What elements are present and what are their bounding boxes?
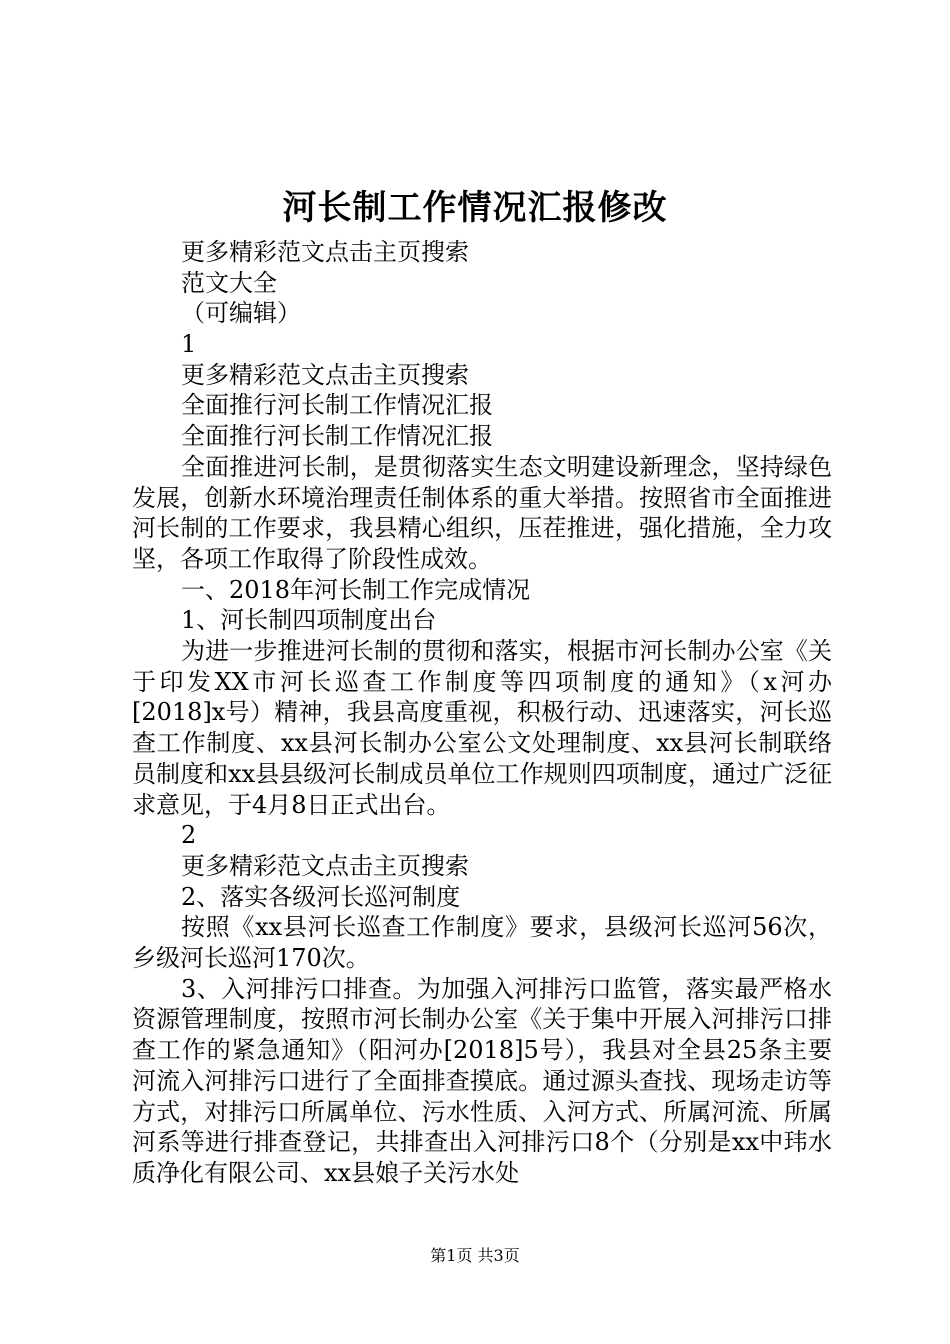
text-line: 更多精彩范文点击主页搜索 <box>181 238 469 266</box>
paragraph: 全面推进河长制，是贯彻落实生态文明建设新理念，坚持绿色发展，创新水环境治理责任制体系的重大举措。按照省市全面推进河长制的工作要求，我县精心组织，压茬推进，强化措施，全力攻坚，各项工作取得了阶段性成效。 <box>132 452 832 573</box>
document-title: 河长制工作情况汇报修改 <box>282 188 668 228</box>
section-heading: 一、2018年河长制工作完成情况 <box>181 575 531 604</box>
page-marker: 2 <box>181 821 197 850</box>
text-line: 更多精彩范文点击主页搜索 <box>181 851 469 880</box>
paragraph: 3、入河排污口排查。为加强入河排污口监管，落实最严格水资源管理制度，按照市河长制办公室《关于集中开展入河排污口排查工作的紧急通知》（阳河办[2018]5号），我县对全县25条主要河流入河排污口进行了全面排查摸底。通过源头查找、现场走访等方式，对排污口所属单位、污水性质、入河方式、所属河流、所属河系等进行排查登记，共排查出入河排污口8个（分别是xx中玮水质净化有限公司、xx县娘子关污水处 <box>132 974 832 1187</box>
section-heading: 2、落实各级河长巡河制度 <box>181 882 461 911</box>
paragraph: 为进一步推进河长制的贯彻和落实，根据市河长制办公室《关于印发XX市河长巡查工作制度等四项制度的通知》（x河办[2018]x号）精神，我县高度重视，积极行动、迅速落实，河长巡查工作制度、xx县河长制办公室公文处理制度、xx县河长制联络员制度和xx县县级河长制成员单位工作规则四项制度，通过广泛征求意见，于4月8日正式出台。 <box>132 637 832 819</box>
text-line: 范文大全 <box>181 268 277 297</box>
text-line: 更多精彩范文点击主页搜索 <box>181 360 469 389</box>
paragraph: 按照《xx县河长巡查工作制度》要求，县级河长巡河56次，乡级河长巡河170次。 <box>132 913 832 972</box>
section-heading: 1、河长制四项制度出台 <box>181 606 437 635</box>
text-line: 全面推行河长制工作情况汇报 <box>181 391 493 420</box>
text-line: 全面推行河长制工作情况汇报 <box>181 422 493 451</box>
document-body <box>132 237 832 1189</box>
text-line: （可编辑） <box>181 299 301 328</box>
page-footer: 第1页 共3页 <box>430 1246 520 1265</box>
page-marker: 1 <box>181 330 197 359</box>
